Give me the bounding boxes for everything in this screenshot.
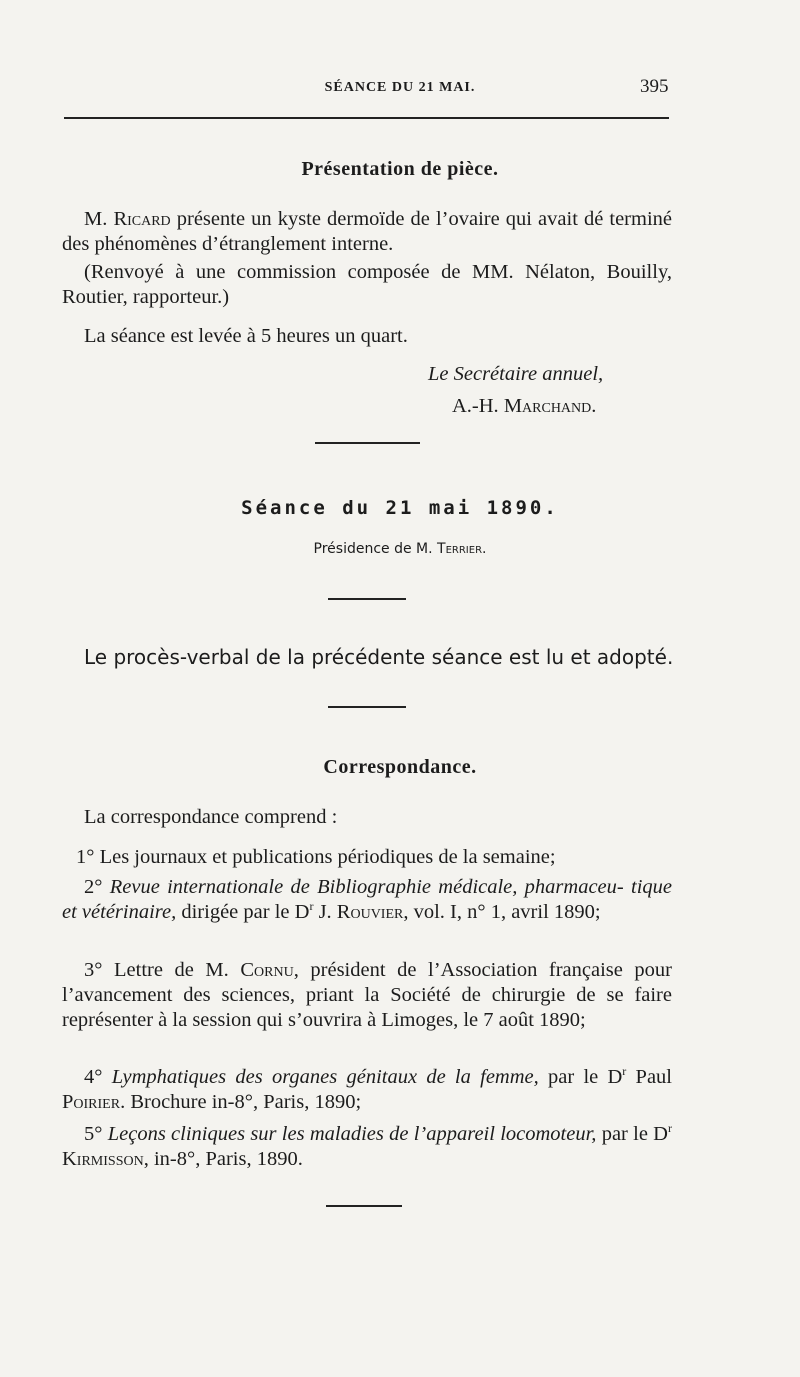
paragraph-renvoye: (Renvoyé à une commission composée de MM. Nélaton, Bouilly, Routier, rapporteur.) (62, 261, 672, 308)
signature-role: Le Secrétaire annuel, (428, 363, 604, 385)
list-item: 1° Les journaux et publications périodiques de la semaine; (76, 846, 556, 868)
name-ricard: Ricard (113, 208, 171, 230)
paragraph-seance-levee: La séance est levée à 5 heures un quart. (84, 325, 408, 347)
page-number: 395 (640, 76, 669, 97)
paragraph-ricard: M. Ricard présente un kyste dermoïde de l’ovaire qui avait dé terminé des phénomènes d’étranglement interne. (62, 208, 672, 255)
correspondance-intro: La correspondance comprend : (84, 806, 338, 828)
header-rule (64, 117, 669, 119)
seance-title: Séance du 21 mai 1890. (241, 497, 559, 519)
separator-rule (328, 706, 406, 708)
separator-rule (315, 442, 420, 444)
presidence-line: Présidence de M. Terrier. (313, 541, 487, 557)
separator-rule (328, 598, 406, 600)
signature-name: A.-H. Marchand. (452, 395, 597, 417)
list-item: 4° Lymphatiques des organes génitaux de la femme, par le $D^r$ Paul Poirier. Brochure in-8°, Paris, 1890; (62, 1064, 672, 1113)
separator-rule (326, 1205, 402, 1207)
proces-verbal: Le procès-verbal de la précédente séance est lu et adopté. (84, 645, 674, 669)
section-heading-correspondance: Correspondance. (323, 756, 477, 778)
list-item: 5° Leçons cliniques sur les maladies de l’appareil locomoteur, par le $D^r$ Kirmisson, in-8°, Paris, 1890. (62, 1121, 672, 1170)
running-head: SÉANCE DU 21 MAI. (324, 80, 476, 95)
section-heading-presentation: Présentation de pièce. (301, 158, 499, 180)
list-item: 2° Revue internationale de Bibliographie médicale, pharmaceu- tique et vétérinaire, dirigée par le $D^r$ J. Rouvier, vol. I, n° 1, avril 1890; (62, 876, 672, 923)
list-item: 3° Lettre de M. Cornu, président de l’Association française pour l’avancement des sciences, priant la Société de chirurgie de se faire représenter à la session qui s’ouvrira à Limoges, le 7 août 1890; (62, 959, 673, 1031)
